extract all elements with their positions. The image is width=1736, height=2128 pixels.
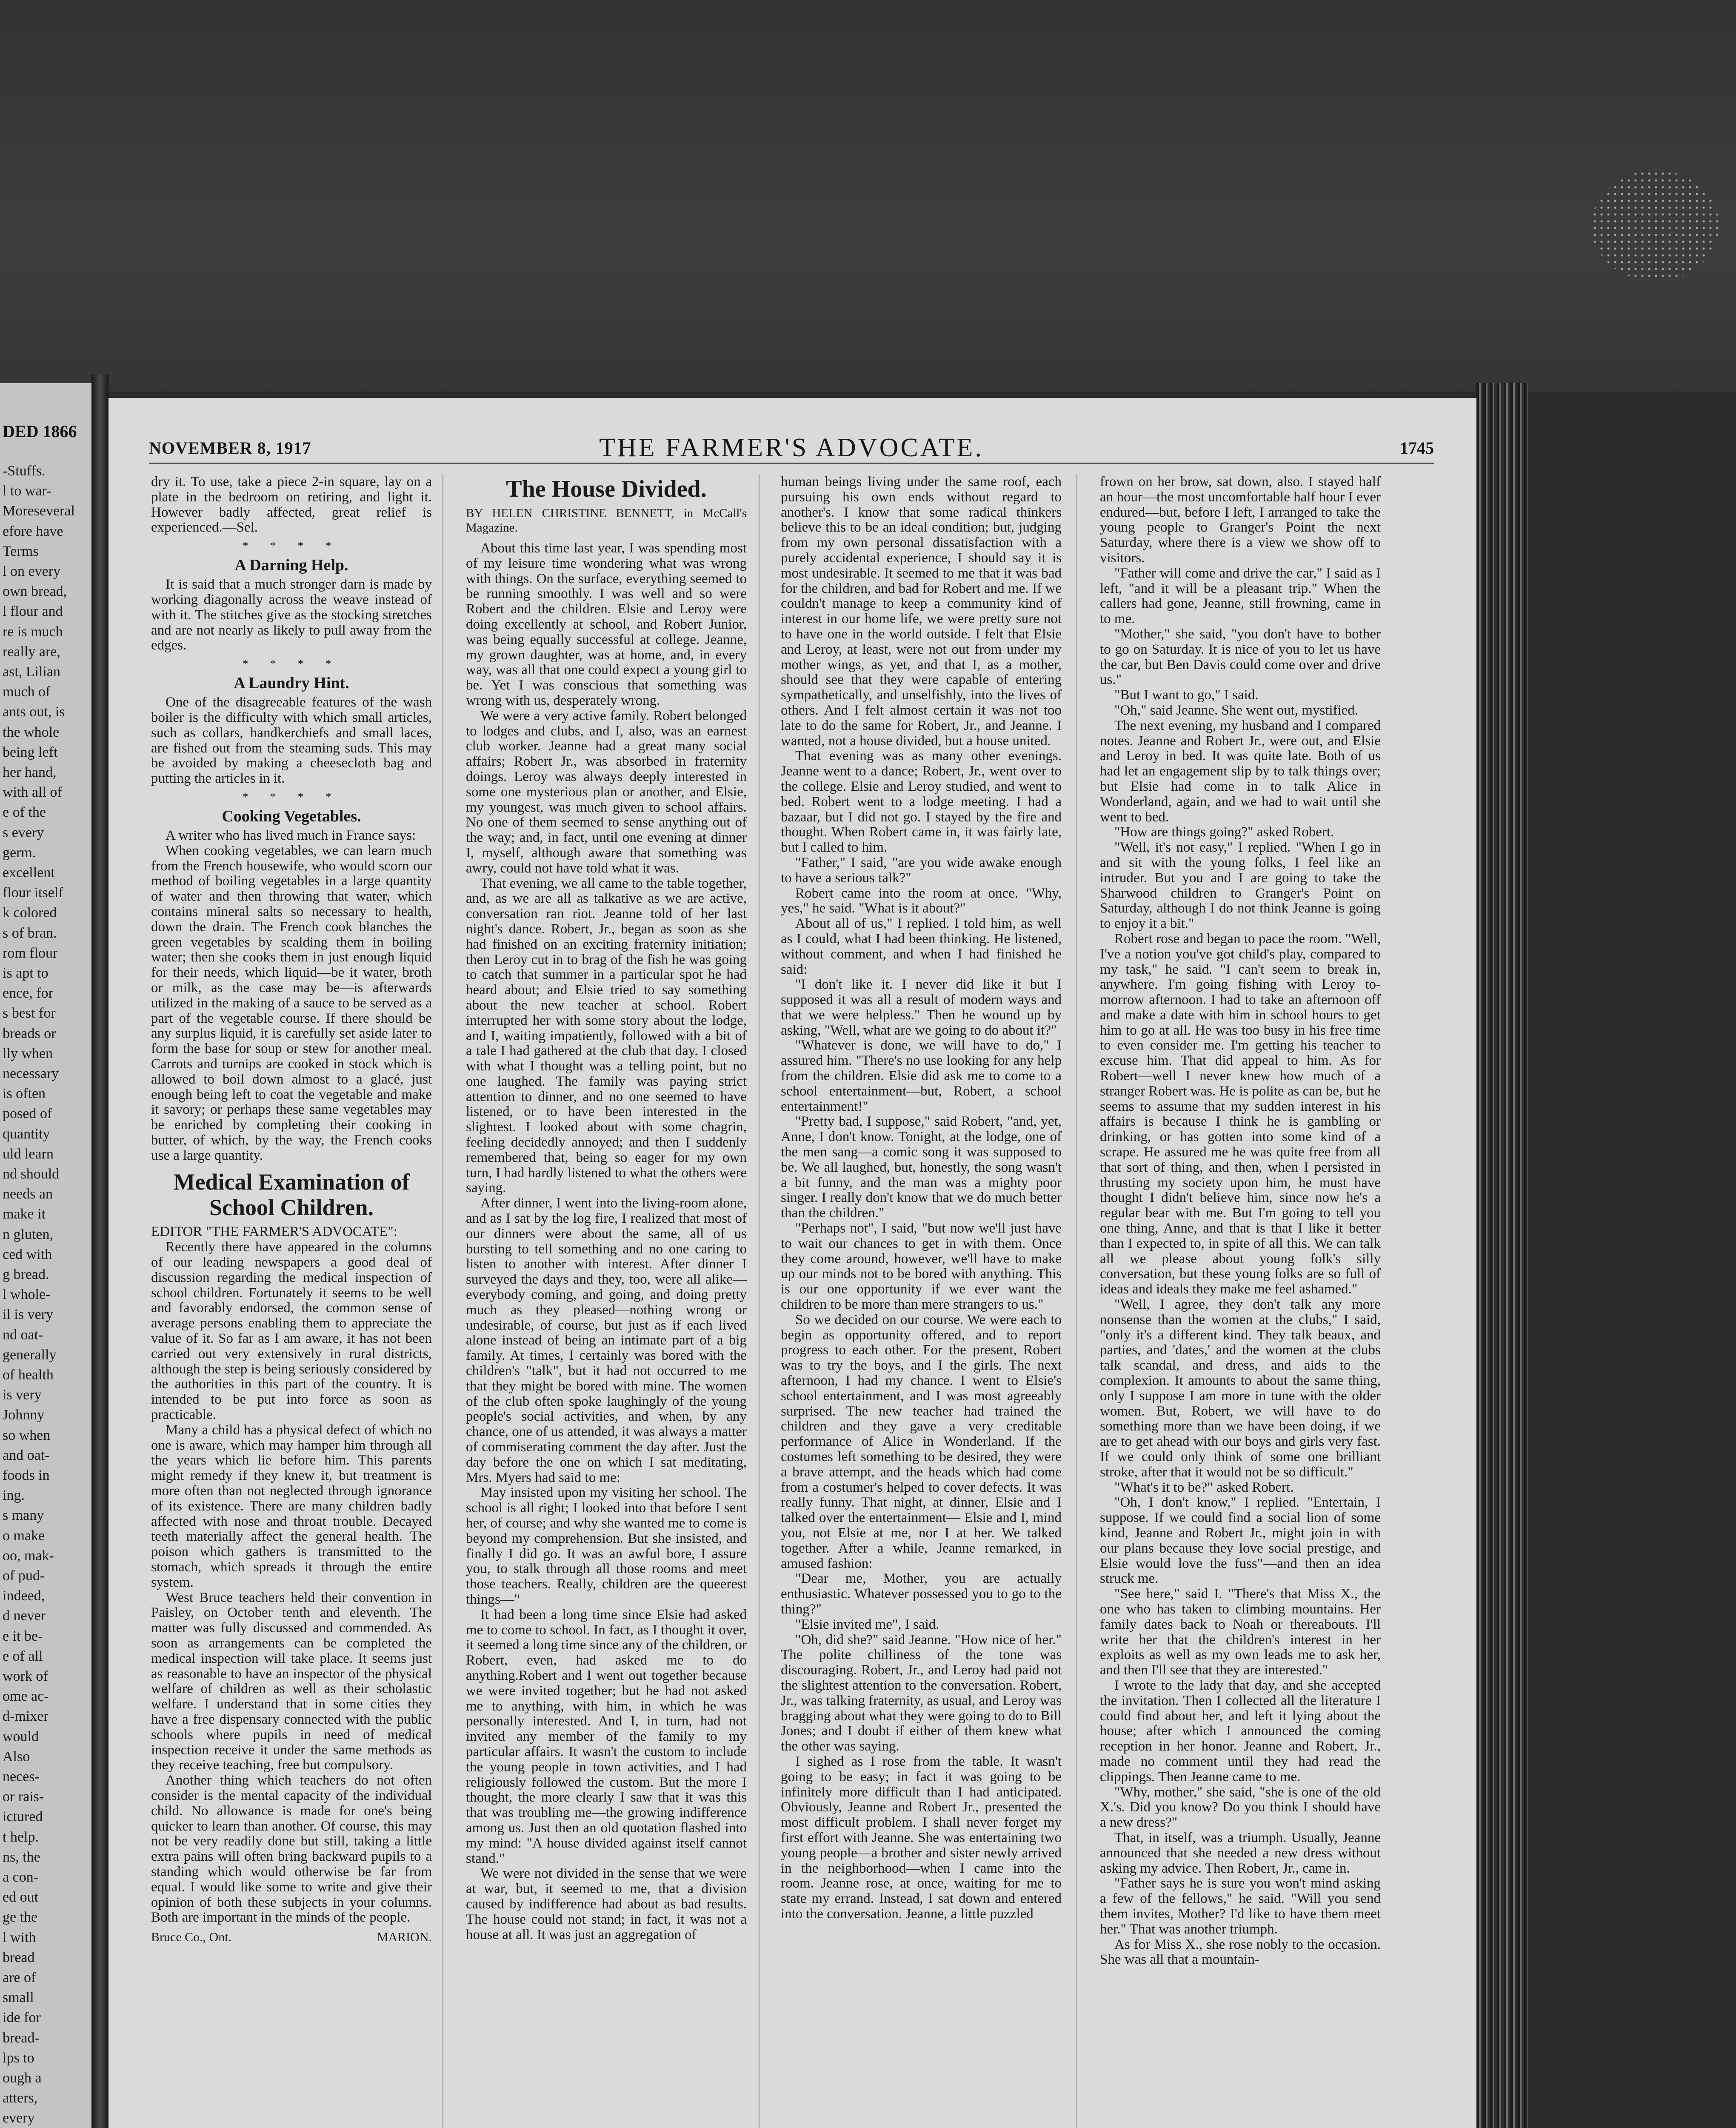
column-2 bbox=[466, 475, 747, 1942]
left-page-line: o make bbox=[3, 1527, 45, 1544]
header-date: NOVEMBER 8, 1917 bbox=[149, 438, 311, 458]
paragraph: That evening, we all came to the table together, and, as we are all as talkative as we are active, conversation ran riot. Jeanne told of her last night's dance. Robert, Jr., began as soon as she had finished on an exciting fraternity initiation; then Leroy cut in to brag of the fish he was going to catch that summer in a particular spot he had heard about; and Elsie tried to say something about the new teacher at school. Robert interrupted her with some story about the lodge, and I, waiting impatiently, followed with a bit of a tale I had gathered at the club that day. I closed with what I thought was a telling point, but no one laughed. The family was paying strict attention to dinner, and no one seemed to have listened, or to have been interested in the slightest. I looked about with some chagrin, feeling decidedly annoyed; and then I suddenly remembered that, being so eager for my own turn, I had hardly listened to what the others were saying. bbox=[466, 875, 747, 1196]
column-rule bbox=[1076, 475, 1077, 2128]
paragraph: human beings living under the same roof, each pursuing his own ends without regard to another's. I know that some radical thinkers believe this to be an ideal condition; but, judging from my own personal dissatisfaction with a purely accidental experience, I should say it is most undesirable. It seemed to me that it was bad for the children, and bad for Robert and me. If we couldn't manage to keep a community kind of interest in our home life, we were pretty sure not to have one in the world outside. I felt that Elsie and Leroy, at least, were not out from under my mother wings, as yet, and that I, as a mother, should see that they were capable of entering sympathetically, and unselfishly, into the lives of others. And I felt almost certain it was not too late to do the same for Robert, Jr., and Jeanne. I wanted, not a house divided, but a house united. bbox=[781, 474, 1062, 749]
left-page-line: ast, Lilian bbox=[3, 664, 60, 680]
paragraph: "Father," I said, "are you wide awake enough to have a serious talk?" bbox=[781, 855, 1062, 886]
paragraph: It had been a long time since Elsie had asked me to come to school. In fact, as I thought it over, it seemed a long time since any of the children, or Robert, even, had asked me to do anything.Robert and I went out together because we were invited together; but he had not asked me to anything, with him, in which he was personally interested. And I, in turn, had not invited any member of the family to my particular affairs. It wasn't the custom to include the young people in town activities, and I had religiously followed the custom. But the more I thought, the more clearly I saw that it was this that was troubling me—the growing indifference among us. Just then an old quotation flashed into my mind: "A house divided against itself cannot stand." bbox=[466, 1607, 747, 1866]
paragraph: "Mother," she said, "you don't have to bother to go on Saturday. It is nice of you to let us have the car, but Ben Davis could come over and drive us." bbox=[1100, 626, 1381, 688]
left-page-line: make it bbox=[3, 1206, 46, 1222]
paragraph: "See here," said I. "There's that Miss X., the one who has taken to climbing mountains. Her family dates back to Noah or thereabouts. I'll write her that the children's interest in her exploits as well as my own leads me to ask her, and then I'll see that they are interested." bbox=[1100, 1586, 1381, 1678]
editor-salutation: EDITOR "THE FARMER'S ADVOCATE": bbox=[151, 1224, 397, 1240]
left-page-line: e of all bbox=[3, 1648, 43, 1664]
left-page-line: Also bbox=[3, 1748, 30, 1765]
left-page-header: DED 1866 bbox=[3, 422, 77, 441]
book-spine bbox=[1476, 383, 1528, 2128]
left-page-line: l flour and bbox=[3, 604, 63, 620]
header-title: THE FARMER'S ADVOCATE. bbox=[599, 433, 984, 462]
left-page-line: s best for bbox=[3, 1005, 56, 1021]
left-page-line: s of bran. bbox=[3, 925, 57, 941]
left-page-line: Moreseveral bbox=[3, 503, 75, 519]
paragraph: As for Miss X., she rose nobly to the occasion. She was all that a mountain- bbox=[1100, 1936, 1381, 1968]
paragraph: "I don't like it. I never did like it but I supposed it was all a result of modern ways and that we were helpless." Then he wound up by asking, "Well, what are we going to do about it?" bbox=[781, 977, 1062, 1038]
paragraph: "Father will come and drive the car," I said as I left, "and it will be a pleasant trip." When the callers had gone, Jeanne, still frowning, came in to me. bbox=[1100, 565, 1381, 627]
left-page-line: excellent bbox=[3, 865, 55, 881]
heading-cooking-vegetables: Cooking Vegetables. bbox=[222, 807, 361, 825]
paragraph: "Oh," said Jeanne. She went out, mystified. bbox=[1114, 702, 1359, 718]
article-body bbox=[466, 541, 747, 1942]
signoff-name: MARION. bbox=[377, 1930, 432, 1945]
newspaper-page bbox=[108, 398, 1479, 2128]
signoff-place: Bruce Co., Ont. bbox=[151, 1930, 232, 1945]
left-page-line: would bbox=[3, 1728, 39, 1745]
left-page-line: ictured bbox=[3, 1809, 43, 1825]
left-page-line: with all of bbox=[3, 784, 62, 801]
left-page-line: e of the bbox=[3, 804, 46, 821]
left-page-line: are of bbox=[3, 1970, 36, 1985]
left-page-line: ide for bbox=[3, 2010, 41, 2026]
paragraph: "But I want to go," I said. bbox=[1114, 687, 1259, 703]
paragraph-medical-1: Recently there have appeared in the columns of our leading newspapers a good deal of discussion regarding the medical inspection of school children. Fortunately it seems to be well and favorably endorsed, the common sense of average persons enabling them to appreciate the value of it. So far as I am aware, it has not been carried out very extensively in rural districts, although the step is being seriously considered by the authorities in this part of the country. It is intended to be put into force as soon as practicable. bbox=[151, 1239, 432, 1423]
signoff bbox=[151, 1930, 432, 1945]
paragraph-cooking-2: When cooking vegetables, we can learn much from the French housewife, who would scorn our method of boiling vegetables in a large quantity of water and then throwing that water, which contains mineral salts so necessary to health, down the drain. The French cook blanches the green vegetables by scalding them in boiling water; then she cooks them in just enough liquid for their needs, which liquid—be it water, broth or milk, as the case may be—is afterwards utilized in the making of a sauce to be served as a part of the vegetable course. If there should be any surplus liquid, it is carefully set aside later to form the base for soup or stew for another meal. Carrots and turnips are cooked in stock which is allowed to boil down almost to a glacé, just enough being left to coat the vegetable and make it savory; or perhaps these same vegetables may be enriched by completing their cooking in butter, of which, by the way, the French cooks use a large quantity. bbox=[151, 843, 432, 1163]
article-body bbox=[1100, 475, 1381, 1968]
paragraph: "What's it to be?" asked Robert. bbox=[1114, 1479, 1294, 1495]
left-page-line: small bbox=[3, 1990, 34, 2006]
left-page-line: ed out bbox=[3, 1889, 39, 1905]
left-page-line: n gluten, bbox=[3, 1226, 53, 1242]
left-page-line: s every bbox=[3, 824, 44, 841]
paragraph-medical-4: Another thing which teachers do not often consider is the mental capacity of the individual child. No allowance is made for one's being quicker to learn than another. Of course, this may not be very readily done but still, taking a little extra pains will often bring backward pupils to a standing which would otherwise be far from equal. I would like some to write and give their opinion of both these subjects in your columns. Both are important in the minds of the people. bbox=[151, 1773, 432, 1925]
article-body bbox=[781, 475, 1062, 1922]
left-page-line: ced with bbox=[3, 1246, 52, 1262]
header-rule bbox=[149, 463, 1434, 464]
left-page-line: flour itself bbox=[3, 885, 63, 901]
left-page-line: ants out, is bbox=[3, 704, 65, 720]
paragraph: "Elsie invited me", I said. bbox=[795, 1616, 939, 1632]
paragraph-laundry: One of the disagreeable features of the wash boiler is the difficulty with which small articles, such as collars, handkerchiefs and small laces, are fished out from the steaming suds. This may be avoided by making a cheesecloth bag and putting the articles in it. bbox=[151, 695, 432, 787]
left-page-line: oo, mak- bbox=[3, 1547, 54, 1564]
left-page-line: a con- bbox=[3, 1869, 39, 1885]
section-divider: * * * * bbox=[242, 658, 341, 671]
paragraph: I sighed as I rose from the table. It wasn't going to be easy; in fact it was going to be infinitely more difficult than I had anticipated. Obviously, Jeanne and Robert Jr., presented the most difficult problem. I shall never forget my first effort with Jeanne. She was entertaining two young people—a brother and sister newly arrived in the neighborhood—when I came into the room. Jeanne rose, at once, waiting for me to state my errand. Instead, I sat down and entered into the conversation. Jeanne, a little puzzled bbox=[781, 1753, 1062, 1922]
left-page-line: bread- bbox=[3, 2030, 40, 2046]
column-rule bbox=[759, 475, 760, 2128]
paragraph: About all of us," I replied. I told him, as well as I could, what I had been thinking. He listened, without comment, and when I had finished he said: bbox=[781, 916, 1062, 977]
column-3 bbox=[781, 475, 1062, 1922]
header-page-number: 1745 bbox=[1400, 438, 1434, 458]
left-page-line: needs an bbox=[3, 1186, 53, 1202]
left-page-line: being left bbox=[3, 744, 58, 760]
background-top bbox=[0, 0, 1736, 392]
left-page-line: ns, the bbox=[3, 1849, 40, 1865]
left-page-line: t help. bbox=[3, 1829, 39, 1845]
left-page-line: work of bbox=[3, 1668, 48, 1684]
section-divider: * * * * bbox=[242, 540, 341, 553]
left-page-line: l whole- bbox=[3, 1287, 51, 1303]
left-page-line: d-mixer bbox=[3, 1708, 49, 1725]
heading-laundry-hint: A Laundry Hint. bbox=[234, 674, 349, 692]
left-page-line: every bbox=[3, 2110, 35, 2126]
left-page-line: germ. bbox=[3, 844, 36, 861]
left-page-line: neces- bbox=[3, 1769, 40, 1785]
left-page-line: rom flour bbox=[3, 945, 58, 961]
paragraph: "How are things going?" asked Robert. bbox=[1114, 824, 1334, 840]
paragraph: So we decided on our course. We were each to begin as opportunity offered, and to report progress to each other. For the present, Robert was to try the boys, and I the girls. The next afternoon, I had my chance. I went to Elsie's school entertainment, and I was most agreeably surprised. The new teacher had trained the children and they gave a very creditable performance of Alice in Wonderland. If the costumes left something to be desired, they were a brave attempt, and the heads which had come from a costumer's helped to cover defects. It was really funny. That night, at dinner, Elsie and I talked over the entertainment— Elsie and I, mind you, not Elsie at me, nor I at her. We talked together. After a while, Jeanne remarked, in amused fashion: bbox=[781, 1312, 1062, 1571]
paragraph: I wrote to the lady that day, and she accepted the invitation. Then I collected all the literature I could find about her, and left it lying about the house; after which I announced the coming reception in her honor. Jeanne and Robert, Jr., made no comment until they had read the clippings. Then Jeanne came to me. bbox=[1100, 1677, 1381, 1785]
article-byline: BY HELEN CHRISTINE BENNETT, in McCall's Magazine. bbox=[466, 506, 747, 535]
paragraph: About this time last year, I was spending most of my leisure time wondering what was wrong with things. On the surface, everything seemed to be running smoothly. I was well and so were Robert and the children. Elsie and Leroy were doing excellently at school, and Robert Junior, was being equally successful at college. Jeanne, my grown daughter, was at home, and, in every way, was all that one could expect a young girl to be. Yet I was conscious that something was wrong with us, desperately wrong. bbox=[466, 541, 747, 708]
column-4 bbox=[1100, 475, 1381, 1968]
left-page-line: breads or bbox=[3, 1025, 56, 1041]
left-page-line: quantity bbox=[3, 1126, 50, 1142]
intro-paragraph: dry it. To use, take a piece 2-in square, lay on a plate in the bedroom on retiring, and light it. However badly affected, great relief is experienced.—Sel. bbox=[151, 474, 432, 535]
paragraph: "Whatever is done, we will have to do," I assured him. "There's no use looking for any help from the children. Elsie did ask me to come to a school entertainment—but, Robert, a school entertainment!" bbox=[781, 1038, 1062, 1114]
left-page-line: or rais- bbox=[3, 1789, 44, 1805]
left-page-line: is often bbox=[3, 1086, 46, 1102]
paragraph: "Pretty bad, I suppose," said Robert, "and, yet, Anne, I don't know. Tonight, at the lodge, one of the men sang—a comic song it was supposed to be. We all laughed, but, honestly, the song wasn't a bit funny, and the man was a mighty poor singer. I really don't know that we do much better than the children." bbox=[781, 1114, 1062, 1221]
left-page-line: is apt to bbox=[3, 965, 49, 981]
left-page-line: and oat- bbox=[3, 1447, 50, 1463]
paragraph: frown on her brow, sat down, also. I stayed half an hour—the most uncomfortable half hour I ever endured—but, before I left, I arranged to take the young people to Granger's Point the next Saturday, where there is a view we show off to visitors. bbox=[1100, 474, 1381, 566]
left-page-line: il is very bbox=[3, 1307, 53, 1323]
left-page-line: ence, for bbox=[3, 985, 53, 1001]
left-page-line: re is much bbox=[3, 624, 63, 640]
paragraph: Robert came into the room at once. "Why, yes," he said. "What is it about?" bbox=[781, 885, 1062, 916]
left-page-line: Terms bbox=[3, 543, 39, 559]
paragraph: "Oh, I don't know," I replied. "Entertain, I suppose. If we could find a social lion of some kind, Jeanne and Robert Jr., might join in with our plans because they love social prestige, and Elsie would love the fuss"—and then an idea struck me. bbox=[1100, 1495, 1381, 1587]
left-page-line: really are, bbox=[3, 644, 60, 660]
paragraph: "Dear me, Mother, you are actually enthusiastic. Whatever possessed you to go to the thing?" bbox=[781, 1571, 1062, 1617]
left-page-line: Johnny bbox=[3, 1407, 45, 1423]
paragraph: We were a very active family. Robert belonged to lodges and clubs, and I, also, was an earnest club worker. Jeanne had a great many social affairs; Robert Jr., was absorbed in fraternity doings. Leroy was always deeply interested in some one mysterious plan or another, and Elsie, my youngest, was much given to school affairs. No one of them seemed to sense anything out of the way; and, in fact, until one evening at dinner I, myself, although aware that something was awry, could not have told what it was. bbox=[466, 708, 747, 876]
left-page-line: her hand, bbox=[3, 764, 57, 780]
left-page-line: ge the bbox=[3, 1909, 38, 1925]
left-page-line: k colored bbox=[3, 905, 57, 921]
paragraph-darning: It is said that a much stronger darn is made by working diagonally across the weave instead of with it. The stitches give as the stocking stretches and are not nearly as likely to pull away from the edges. bbox=[151, 577, 432, 653]
left-page-line: own bread, bbox=[3, 583, 67, 600]
left-page-line: so when bbox=[3, 1427, 51, 1443]
left-page-line: of health bbox=[3, 1367, 54, 1383]
left-page-line: e it be- bbox=[3, 1628, 43, 1644]
left-page-line: -Stuffs. bbox=[3, 463, 46, 479]
left-page-line: l on every bbox=[3, 563, 60, 579]
paragraph: "Oh, did she?" said Jeanne. "How nice of her." The polite chilliness of the tone was discouraging. Robert, Jr., and Leroy had paid not the slightest attention to the conversation. Robert, Jr., was talking fraternity, as usual, and Leroy was bragging about what they were going to do to Bill Jones; and I doubt if either of them knew what the other was saying. bbox=[781, 1632, 1062, 1754]
left-page-line: ough a bbox=[3, 2070, 42, 2086]
left-page-line: ing. bbox=[3, 1487, 25, 1504]
paragraph: "Father says he is sure you won't mind asking a few of the fellows," he said. "Will you send them invites, Mother? I'd like to have them meet her." That was another triumph. bbox=[1100, 1876, 1381, 1937]
paragraph: The next evening, my husband and I compared notes. Jeanne and Robert Jr., were out, and Elsie and Leroy in bed. It was quite late. Both of us had let an engagement slip by to talk things over; but Elsie had come in to talk Alice in Wonderland, again, and we had to wait until she went to bed. bbox=[1100, 718, 1381, 825]
section-divider: * * * * bbox=[242, 790, 341, 804]
paragraph: May insisted upon my visiting her school. The school is all right; I looked into that before I sent her, of course; and why she wanted me to come is beyond my comprehension. But she insisted, and finally I did go. It was an awful bore, I assure you, to stalk through all those rooms and meet those teachers. Really, children are the queerest things—" bbox=[466, 1485, 747, 1607]
heading-darning-help: A Darning Help. bbox=[234, 556, 348, 575]
paragraph-cooking-1: A writer who has lived much in France says: bbox=[166, 827, 416, 843]
left-page-line: l to war- bbox=[3, 483, 51, 499]
article-title: The House Divided. bbox=[506, 476, 707, 502]
paragraph: That evening was as many other evenings. Jeanne went to a dance; Robert, Jr., went over to the college. Elsie and Leroy studied, and went to bed. Robert went to a lodge meeting. I had a bazaar, but I did not go. I stayed by the fire and thought. When Robert came in, it was fairly late, but I called to him. bbox=[781, 748, 1062, 855]
left-page-line: of pud- bbox=[3, 1568, 45, 1584]
book-gutter bbox=[91, 375, 108, 2128]
left-page-line: lps to bbox=[3, 2050, 34, 2066]
left-page-line: l with bbox=[3, 1929, 36, 1945]
left-page-line: nd oat- bbox=[3, 1327, 43, 1343]
left-page-line: ome ac- bbox=[3, 1688, 49, 1705]
left-page-line: posed of bbox=[3, 1106, 52, 1122]
left-page-line: nd should bbox=[3, 1166, 60, 1182]
left-page-line: d never bbox=[3, 1608, 46, 1624]
left-page-line: is very bbox=[3, 1387, 42, 1403]
page-header bbox=[149, 433, 1434, 462]
left-page-line: necessary bbox=[3, 1066, 59, 1081]
left-page-line: indeed, bbox=[3, 1588, 45, 1604]
left-page-line: foods in bbox=[3, 1467, 50, 1483]
paragraph: "Well, I agree, they don't talk any more nonsense than the women at the clubs," I said, "only it's a different kind. They talk beaux, and parties, and 'dates,' and the women at the clubs talk scandal, and dress, and aids to the complexion. It amounts to about the same thing, only I suppose I am more in tune with the older women. But, Robert, we will have to do something more than we have been doing, if we are to get ahead with our boys and girls very fast. If we could only think of some one brilliant stroke, after that it would not be so difficult." bbox=[1100, 1297, 1381, 1480]
paragraph: After dinner, I went into the living-room alone, and as I sat by the log fire, I realized that most of our dinners were about the same, all of us bursting to tell something and no one caring to listen to another with interest. After dinner I surveyed the days and they, too, were all alike—everybody coming, and going, and doing pretty much as they pleased—nothing wrong or undesirable, of course, but just as if each lived alone instead of being an intimate part of a big family. At times, I certainly was bored with the children's "talk", but it had not occurred to me that they might be bored with mine. The women of the club often spoke laughingly of the young people's social activities, and when, by any chance, one of us attended, it was always a matter of commiserating comment the day after. Just the day before the one on which I sat meditating, Mrs. Myers had said to me: bbox=[466, 1196, 747, 1485]
paragraph-medical-3: West Bruce teachers held their convention in Paisley, on October tenth and eleventh. The matter was fully discussed and commended. As soon as arrangements can be completed the medical inspection will take place. It seems just as reasonable to have an inspector of the physical welfare of children as well as their scholastic welfare. I understand that in some cities they have a free dispensary connected with the public schools where pupils in need of medical inspection receive it under the same methods as they receive teaching, free but compulsory. bbox=[151, 1590, 432, 1773]
paragraph: "Perhaps not", I said, "but now we'll just have to wait our chances to get in with them. Once they come around, however, we'll have to make up our minds not to be bored with anything. This is our one opportunity if we ever want the children to be more than mere strangers to us." bbox=[781, 1221, 1062, 1313]
heading-medical-examination: Medical Examination of School Children. bbox=[173, 1169, 410, 1221]
paragraph: That, in itself, was a triumph. Usually, Jeanne announced that she needed a new dress without asking my advice. Then Robert, Jr., came in. bbox=[1100, 1830, 1381, 1876]
left-page-line: bread bbox=[3, 1949, 35, 1965]
left-page-line: atters, bbox=[3, 2090, 38, 2106]
paragraph-medical-2: Many a child has a physical defect of which no one is aware, which may hamper him through all the years which lie before him. This parents might remedy if they knew it, but treatment is more often than not neglected through ignorance of its existence. There are many children badly affected with nose and throat trouble. Decayed teeth materially affect the general health. The poison which gathers is transmitted to the stomach, which spreads it through the entire system. bbox=[151, 1422, 432, 1590]
left-page-line: s many bbox=[3, 1507, 44, 1524]
halftone-dots bbox=[1591, 170, 1719, 281]
paragraph: We were not divided in the sense that we were at war, but, it seemed to me, that a division caused by indifference had about as bad results. The house could not stand; in fact, it was not a house at all. It was just an aggregation of bbox=[466, 1866, 747, 1942]
paragraph: "Why, mother," she said, "she is one of the old X.'s. Did you know? Do you think I should have a new dress?" bbox=[1100, 1784, 1381, 1831]
left-page-line: much of bbox=[3, 684, 51, 700]
left-page-line: lly when bbox=[3, 1045, 53, 1061]
left-page-line: efore have bbox=[3, 523, 63, 539]
left-page-fragment bbox=[0, 383, 96, 2128]
left-page-line: uld learn bbox=[3, 1146, 54, 1162]
paragraph: Robert rose and began to pace the room. "Well, I've a notion you've got child's play, compared to my task," he said. "I can't seem to break in, anywhere. I'm going fishing with Leroy to-morrow afternoon. I had to take an afternoon off and make a date with him in school hours to get him to go at all. He was too busy in his free time to even consider me. I'm getting his teacher to excuse him. That did appeal to him. As for Robert—well I never knew how much of a stranger Robert was. He is polite as can be, but he seems to assume that my sudden interest in his affairs is because I think he is gambling or drinking, or has gotten into some kind of a scrape. He assured me he was quite free from all that sort of thing, and then, when I persisted in thrusting my society upon him, he must have thought I didn't believe him, since now he's a regular bear with me. But I'm going to tell you one thing, Anne, and that is that I like it better than I expected to, in spite of all this. We can talk all we please about young folk's silly conversation, but these young folks are so full of ideas and ideals they make me feel ashamed." bbox=[1100, 931, 1381, 1297]
column-1 bbox=[151, 475, 432, 1945]
left-page-line: the whole bbox=[3, 724, 60, 740]
left-page-line: generally bbox=[3, 1347, 57, 1363]
paragraph: "Well, it's not easy," I replied. "When I go in and sit with the young folks, I feel like an intruder. But you and I are going to take the Sharwood children to Granger's Point on Saturday, although I do not think Jeanne is going to enjoy it a bit." bbox=[1100, 840, 1381, 932]
left-page-line: g bread. bbox=[3, 1267, 49, 1282]
